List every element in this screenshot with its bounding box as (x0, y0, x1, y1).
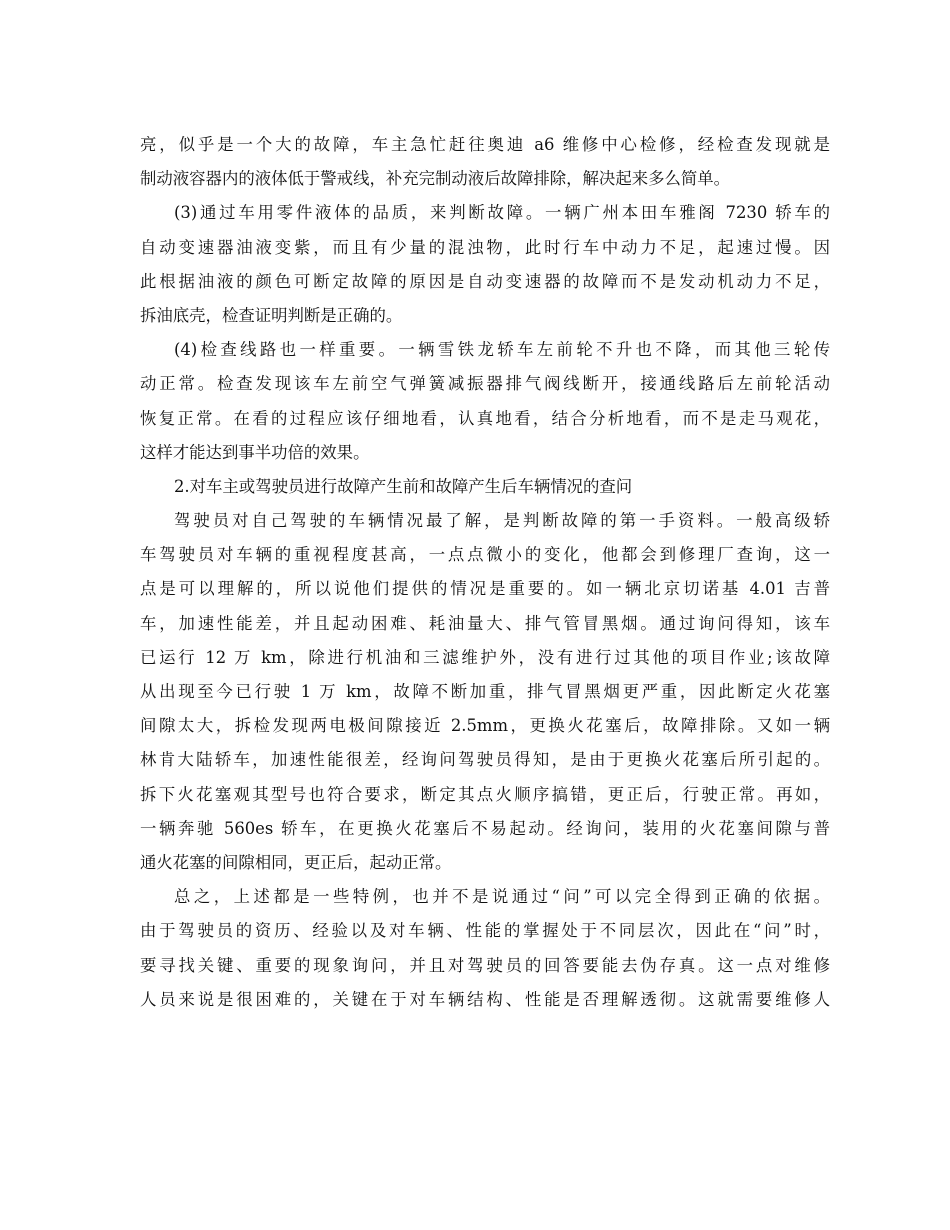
text-line: 驾驶员对自己驾驶的车辆情况最了解，是判断故障的第一手资料。一般高级轿 (174, 511, 830, 531)
text-line: 拆下火花塞观其型号也符合要求，断定其点火顺序搞错，更正后，行驶正常。再如， (140, 784, 830, 804)
text-line: 总之，上述都是一些特例，也并不是说通过“问”可以完全得到正确的依据。 (174, 887, 830, 907)
text-line: 恢复正常。在看的过程应该仔细地看，认真地看，结合分析地看，而不是走马观花， (140, 408, 830, 428)
text-line: 动正常。检查发现该车左前空气弹簧减振器排气阀线断开，接通线路后左前轮活动 (140, 374, 830, 394)
text-line: 通火花塞的间隙相同，更正后，起动正常。 (140, 852, 452, 872)
text-line: 拆油底壳，检查证明判断是正确的。 (140, 305, 403, 325)
text-line: 从出现至今已行驶 1 万 km，故障不断加重，排气冒黑烟更严重，因此断定火花塞 (140, 682, 830, 701)
text-line: 间隙太大，拆检发现两电极间隙接近 2.5mm，更换火花塞后，故障排除。又如一辆 (140, 716, 830, 736)
text-line: (4)检查线路也一样重要。一辆雪铁龙轿车左前轮不升也不降，而其他三轮传 (174, 340, 830, 360)
text-line: 点是可以理解的，所以说他们提供的情况是重要的。如一辆北京切诺基 4.01 吉普 (140, 579, 830, 599)
text-line: 自动变速器油液变紫，而且有少量的混浊物，此时行车中动力不足，起速过慢。因 (140, 237, 830, 257)
text-line: 亮，似乎是一个大的故障，车主急忙赶往奥迪 a6 维修中心检修，经检查发现就是 (140, 135, 830, 154)
text-line: 人员来说是很困难的，关键在于对车辆结构、性能是否理解透彻。这就需要维修人 (140, 989, 830, 1009)
text-line: 由于驾驶员的资历、经验以及对车辆、性能的掌握处于不同层次，因此在“问”时， (140, 921, 830, 941)
section-heading: 2.对车主或驾驶员进行故障产生前和故障产生后车辆情况的查问 (174, 476, 633, 496)
text-line: 车驾驶员对车辆的重视程度甚高，一点点微小的变化，他都会到修理厂查询，这一 (140, 545, 830, 565)
text-line: 车，加速性能差，并且起动困难、耗油量大、排气管冒黑烟。通过询问得知，该车 (140, 613, 830, 633)
text-line: 一辆奔驰 560es 轿车，在更换火花塞后不易起动。经询问，装用的火花塞间隙与普 (140, 818, 830, 838)
body-text (140, 128, 830, 1017)
text-line: 要寻找关键、重要的现象询问，并且对驾驶员的回答要能去伪存真。这一点对维修 (140, 955, 830, 975)
text-line: 林肯大陆轿车，加速性能很差，经询问驾驶员得知，是由于更换火花塞后所引起的。 (140, 750, 830, 770)
text-line: 已运行 12 万 km，除进行机油和三滤维护外，没有进行过其他的项目作业;该故障 (140, 647, 830, 667)
text-line: 这样才能达到事半功倍的效果。 (140, 442, 370, 462)
text-line: 制动液容器内的液体低于警戒线，补充完制动液后故障排除，解决起来多么简单。 (140, 169, 731, 189)
text-line: (3)通过车用零件液体的品质，来判断故障。一辆广州本田车雅阁 7230 轿车的 (174, 203, 830, 223)
text-line: 此根据油液的颜色可断定故障的原因是自动变速器的故障而不是发动机动力不足， (140, 271, 830, 291)
